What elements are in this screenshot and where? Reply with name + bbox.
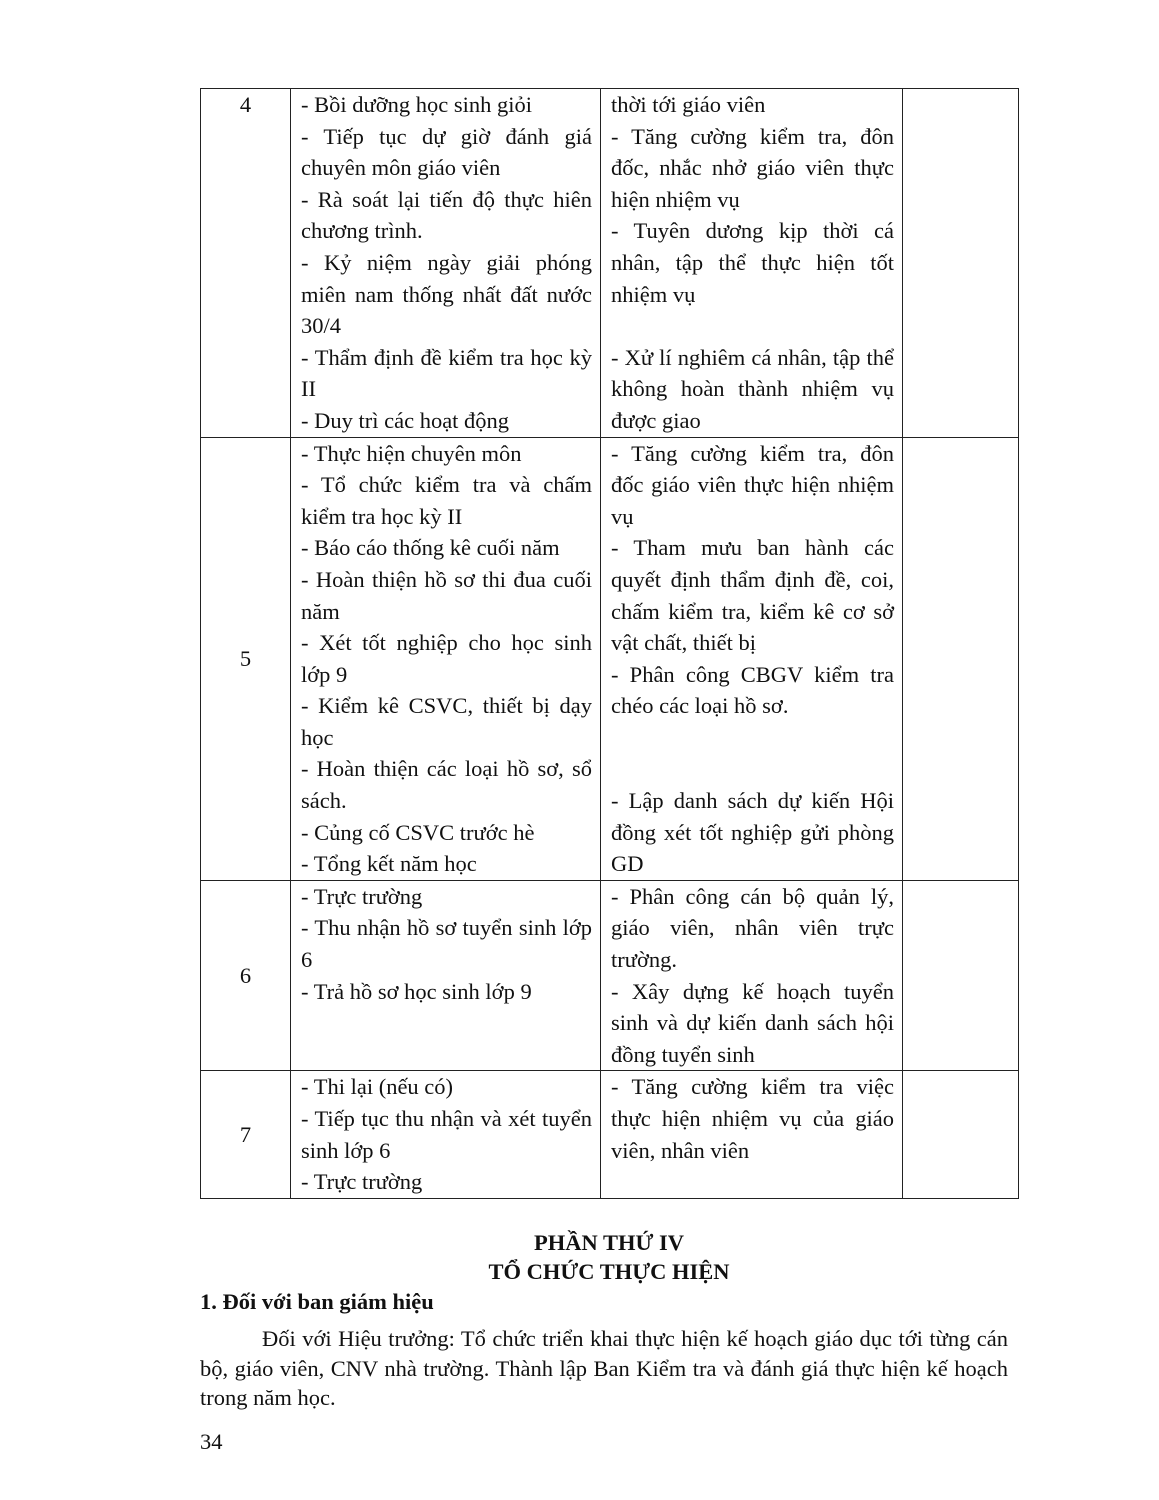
solutions-cell — [601, 89, 903, 438]
solutions-cell — [601, 880, 903, 1071]
month-label: 4 — [239, 92, 252, 117]
task-item: - Tổng kết năm học — [301, 851, 477, 877]
tasks-cell — [291, 1071, 601, 1198]
task-item: - Báo cáo thống kê cuối năm — [301, 535, 560, 561]
task-item: - Xét tốt nghiệp cho học sinh lớp 9 — [301, 630, 592, 687]
task-item: - Thực hiện chuyên môn — [301, 440, 522, 466]
month-cell — [201, 880, 291, 1071]
task-item: - Thu nhận hồ sơ tuyển sinh lớp 6 — [301, 915, 592, 973]
notes-cell — [903, 880, 1019, 1071]
solution-item: - Xử lí nghiêm cá nhân, tập thể không hoàn thành nhiệm vụ được giao — [611, 344, 894, 433]
tasks-cell — [291, 880, 601, 1071]
tasks-cell — [291, 89, 601, 438]
solution-item: - Tham mưu ban hành các quyết định thẩm định đề, coi, chấm kiểm tra, kiểm kê cơ sở vật chất, thiết bị — [611, 535, 894, 656]
solution-item: - Tăng cường kiểm tra, đôn đốc, nhắc nhở giáo viên thực hiện nhiệm vụ — [611, 123, 894, 212]
task-item: - Duy trì các hoạt động — [301, 407, 510, 433]
task-item: - Rà soát lại tiến độ thực hiên chương trình. — [301, 186, 592, 244]
table-row — [201, 89, 1019, 438]
notes-cell — [903, 1071, 1019, 1198]
solutions-cell — [601, 437, 903, 880]
month-cell — [201, 89, 291, 438]
task-item: - Trực trường — [301, 883, 423, 909]
month-cell — [201, 437, 291, 880]
solutions-cell — [601, 1071, 903, 1198]
body-paragraph: Đối với Hiệu trưởng: Tổ chức triển khai thực hiện kế hoạch giáo dục tới từng cán bộ, giáo viên, CNV nhà trường. Thành lập Ban Kiểm tra và đánh giá thực hiện kế hoạch trong năm học. — [200, 1326, 1008, 1410]
page-number: 34 — [200, 1429, 223, 1454]
task-item: - Trả hồ sơ học sinh lớp 9 — [301, 978, 532, 1004]
table-row — [201, 437, 1019, 880]
notes-cell — [903, 89, 1019, 438]
solution-item: - Tăng cường kiểm tra, đôn đốc giáo viên thực hiện nhiệm vụ — [611, 440, 894, 529]
task-item: - Kỷ niệm ngày giải phóng miên nam thống nhất đất nước 30/4 — [301, 249, 592, 339]
month-label: 5 — [239, 645, 252, 671]
section-heading: 1. Đối với ban giám hiệu — [200, 1289, 434, 1314]
month-cell — [201, 1071, 291, 1198]
table-row — [201, 1071, 1019, 1198]
solution-item: - Lập danh sách dự kiến Hội đồng xét tốt nghiệp gửi phòng GD — [611, 788, 894, 877]
task-item: - Kiểm kê CSVC, thiết bị dạy học — [301, 693, 592, 750]
plan-table — [200, 88, 1019, 1199]
table-row — [201, 880, 1019, 1071]
notes-cell — [903, 437, 1019, 880]
task-item: - Bồi dưỡng học sinh giỏi — [301, 92, 532, 117]
month-label: 7 — [239, 1121, 252, 1147]
task-item: - Hoàn thiện các loại hồ sơ, sổ sách. — [301, 756, 592, 814]
task-item: - Tiếp tục dự giờ đánh giá chuyên môn giáo viên — [301, 123, 592, 181]
task-item: - Tổ chức kiểm tra và chấm kiểm tra học kỳ II — [301, 472, 592, 529]
task-item: - Củng cố CSVC trước hè — [301, 819, 535, 845]
month-label: 6 — [239, 962, 252, 988]
solution-item: - Tăng cường kiểm tra việc thực hiện nhiệm vụ của giáo viên, nhân viên — [611, 1074, 894, 1163]
task-item: - Hoàn thiện hồ sơ thi đua cuối năm — [301, 566, 592, 624]
task-item: - Trực trường — [301, 1169, 423, 1195]
solution-item: - Phân công CBGV kiểm tra chéo các loại hồ sơ. — [611, 661, 894, 719]
task-item: - Thẩm định đề kiểm tra học kỳ II — [301, 344, 592, 402]
part-title: PHẦN THỨ IV — [533, 1230, 684, 1255]
tasks-cell — [291, 437, 601, 880]
task-item: - Tiếp tục thu nhận và xét tuyển sinh lớp 6 — [301, 1106, 592, 1163]
solution-item: - Tuyên dương kịp thời cá nhân, tập thể thực hiện tốt nhiệm vụ — [611, 218, 894, 307]
solution-item: - Phân công cán bộ quản lý, giáo viên, nhân viên trực trường. — [611, 883, 894, 973]
part-subtitle: TỔ CHỨC THỰC HIỆN — [488, 1259, 730, 1284]
solution-item: - Xây dựng kế hoạch tuyển sinh và dự kiến danh sách hội đồng tuyển sinh — [611, 978, 894, 1067]
task-item: - Thi lại (nếu có) — [301, 1074, 454, 1100]
solution-item: thời tới giáo viên — [611, 92, 766, 117]
